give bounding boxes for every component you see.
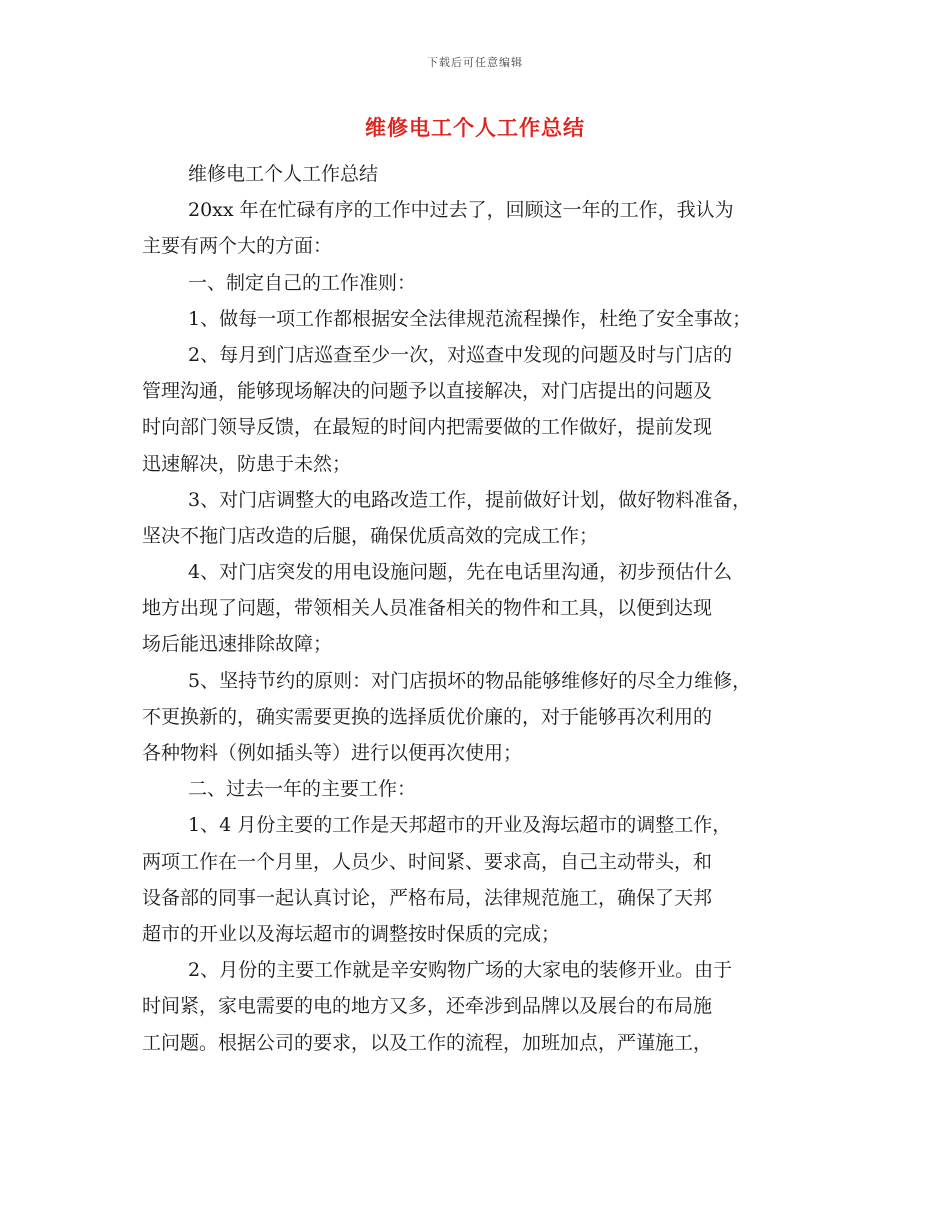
- body-line: 4、对门店突发的用电设施问题，先在电话里沟通，初步预估什么: [188, 561, 733, 584]
- body-line: 2、月份的主要工作就是辛安购物广场的大家电的装修开业。由于: [188, 959, 733, 982]
- body-line: 场后能迅速排除故障；: [142, 633, 333, 656]
- body-line: 3、对门店调整大的电路改造工作，提前做好计划，做好物料准备，: [188, 488, 752, 511]
- body-line: 2、每月到门店巡查至少一次，对巡查中发现的问题及时与门店的: [188, 343, 733, 366]
- document-title: 维修电工个人工作总结: [365, 116, 585, 140]
- body-line: 管理沟通，能够现场解决的问题予以直接解决，对门店提出的问题及: [142, 380, 713, 403]
- body-line: 不更换新的，确实需要更换的选择质优价廉的，对于能够再次利用的: [142, 705, 713, 728]
- body-line: 各种物料（例如插头等）进行以便再次使用；: [142, 742, 523, 764]
- body-line: 1、4 月份主要的工作是天邦超市的开业及海坛超市的调整工作，: [188, 814, 732, 837]
- body-line: 工问题。根据公司的要求，以及工作的流程，加班加点，严谨施工，: [142, 1031, 713, 1054]
- body-line: 20xx 年在忙碌有序的工作中过去了，回顾这一年的工作，我认为: [188, 199, 734, 222]
- body-line: 1、做每一项工作都根据安全法律规范流程操作，杜绝了安全事故；: [188, 307, 752, 330]
- page-header-note: 下载后可任意编辑: [427, 56, 523, 69]
- body-line: 超市的开业以及海坛超市的调整按时保质的完成；: [142, 922, 561, 945]
- body-line: 坚决不拖门店改造的后腿，确保优质高效的完成工作；: [142, 524, 599, 547]
- body-line: 两项工作在一个月里，人员少、时间紧、要求高，自己主动带头，和: [142, 850, 713, 873]
- body-line: 时间紧，家电需要的电的地方又多，还牵涉到品牌以及展台的布局施: [142, 995, 713, 1018]
- body-line: 主要有两个大的方面：: [142, 235, 333, 258]
- body-line: 设备部的同事一起认真讨论，严格布局，法律规范施工，确保了天邦: [142, 886, 713, 909]
- body-line: 维修电工个人工作总结: [188, 163, 379, 185]
- document-body: [142, 156, 822, 1061]
- body-line: 地方出现了问题，带领相关人员准备相关的物件和工具，以便到达现: [142, 597, 713, 620]
- body-line: 5、坚持节约的原则：对门店损坏的物品能够维修好的尽全力维修，: [188, 669, 752, 692]
- body-line: 二、过去一年的主要工作：: [188, 778, 417, 801]
- body-line: 迅速解决，防患于未然；: [142, 452, 352, 475]
- body-line: 一、制定自己的工作准则：: [188, 271, 417, 294]
- body-line: 时向部门领导反馈，在最短的时间内把需要做的工作做好，提前发现: [142, 416, 713, 439]
